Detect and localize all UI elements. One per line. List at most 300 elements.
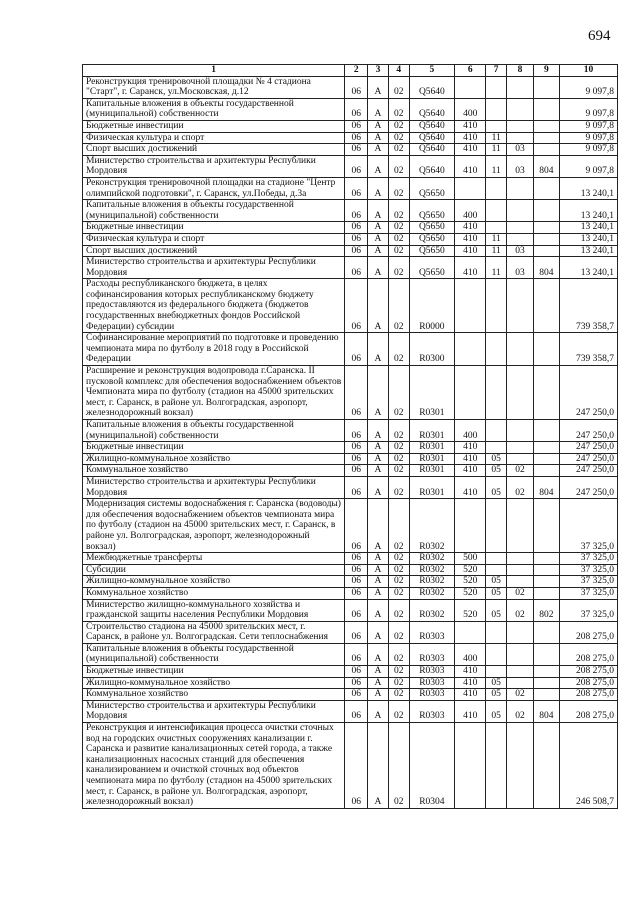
cell-code-2: 06 (345, 144, 368, 156)
cell-code-4: 02 (388, 144, 409, 156)
cell-item-name: Бюджетные инвестиции (83, 666, 345, 678)
cell-code-4: 02 (388, 723, 409, 809)
cell-code-2: 06 (345, 132, 368, 144)
table-row (83, 553, 618, 565)
cell-code-2: 06 (345, 222, 368, 234)
cell-target-article: Q5650 (409, 222, 455, 234)
cell-code-4: 02 (388, 279, 409, 333)
cell-amount: 208 275,0 (559, 643, 617, 665)
column-header-10: 10 (559, 65, 617, 77)
cell-section (486, 200, 507, 222)
cell-item-name: Капитальные вложения в объекты государственной (муниципальной) собственности (83, 98, 345, 120)
cell-code-2: 06 (345, 366, 368, 420)
cell-section (486, 333, 507, 366)
cell-code-3: А (368, 564, 389, 576)
table-row (83, 177, 618, 199)
cell-expense-type: 400 (455, 420, 486, 442)
cell-section: 05 (486, 465, 507, 477)
cell-expense-type: 410 (455, 155, 486, 177)
cell-item-name: Бюджетные инвестиции (83, 442, 345, 454)
cell-expense-type: 410 (455, 453, 486, 465)
table-row (83, 666, 618, 678)
cell-subsection (507, 564, 534, 576)
cell-item-name: Спорт высших достижений (83, 144, 345, 156)
cell-amount: 13 240,1 (559, 245, 617, 257)
cell-amount: 247 250,0 (559, 366, 617, 420)
cell-expense-type (455, 177, 486, 199)
cell-amount: 247 250,0 (559, 420, 617, 442)
cell-code-4: 02 (388, 98, 409, 120)
cell-code-3: А (368, 723, 389, 809)
cell-target-article: R0302 (409, 499, 455, 553)
cell-code-3: А (368, 279, 389, 333)
cell-expense-type (455, 621, 486, 643)
cell-target-article: R0304 (409, 723, 455, 809)
cell-section (486, 553, 507, 565)
cell-item-name: Бюджетные инвестиции (83, 120, 345, 132)
cell-expense-type: 410 (455, 120, 486, 132)
cell-code-3: А (368, 222, 389, 234)
cell-ministry-code (533, 442, 559, 454)
cell-target-article: Q5640 (409, 155, 455, 177)
cell-code-4: 02 (388, 621, 409, 643)
cell-code-4: 02 (388, 553, 409, 565)
table-row (83, 98, 618, 120)
cell-target-article: R0303 (409, 700, 455, 722)
cell-code-3: А (368, 576, 389, 588)
cell-item-name: Жилищно-коммунальное хозяйство (83, 677, 345, 689)
table-row (83, 120, 618, 132)
cell-item-name: Субсидии (83, 564, 345, 576)
cell-subsection (507, 366, 534, 420)
cell-subsection: 03 (507, 144, 534, 156)
cell-section: 11 (486, 233, 507, 245)
cell-item-name: Межбюджетные трансферты (83, 553, 345, 565)
cell-subsection (507, 442, 534, 454)
cell-amount: 37 325,0 (559, 576, 617, 588)
cell-item-name: Коммунальное хозяйство (83, 689, 345, 701)
cell-subsection: 02 (507, 700, 534, 722)
cell-ministry-code (533, 233, 559, 245)
cell-target-article: R0302 (409, 553, 455, 565)
cell-code-4: 02 (388, 257, 409, 279)
cell-amount: 37 325,0 (559, 599, 617, 621)
cell-expense-type (455, 76, 486, 98)
cell-subsection (507, 420, 534, 442)
cell-code-4: 02 (388, 453, 409, 465)
cell-ministry-code (533, 366, 559, 420)
table-row (83, 576, 618, 588)
cell-amount: 9 097,8 (559, 132, 617, 144)
cell-item-name: Физическая культура и спорт (83, 233, 345, 245)
cell-expense-type: 410 (455, 700, 486, 722)
column-header-1: 1 (83, 65, 345, 77)
cell-subsection (507, 677, 534, 689)
cell-subsection (507, 553, 534, 565)
cell-amount: 208 275,0 (559, 700, 617, 722)
cell-code-2: 06 (345, 257, 368, 279)
cell-target-article: Q5650 (409, 257, 455, 279)
cell-expense-type (455, 499, 486, 553)
cell-amount: 247 250,0 (559, 453, 617, 465)
cell-section (486, 366, 507, 420)
cell-expense-type: 400 (455, 200, 486, 222)
cell-section (486, 279, 507, 333)
cell-item-name: Физическая культура и спорт (83, 132, 345, 144)
cell-expense-type: 520 (455, 576, 486, 588)
cell-code-3: А (368, 621, 389, 643)
cell-code-4: 02 (388, 222, 409, 234)
cell-section: 05 (486, 689, 507, 701)
cell-amount: 9 097,8 (559, 144, 617, 156)
cell-amount: 9 097,8 (559, 120, 617, 132)
cell-item-name: Министерство жилищно-коммунального хозяйства и гражданской защиты населения Республики Мордовия (83, 599, 345, 621)
cell-subsection (507, 499, 534, 553)
table-row (83, 144, 618, 156)
cell-item-name: Жилищно-коммунальное хозяйство (83, 576, 345, 588)
cell-target-article: R0301 (409, 442, 455, 454)
cell-code-3: А (368, 677, 389, 689)
cell-ministry-code (533, 222, 559, 234)
table-row (83, 453, 618, 465)
cell-code-4: 02 (388, 599, 409, 621)
column-header-8: 8 (507, 65, 534, 77)
column-header-7: 7 (486, 65, 507, 77)
cell-item-name: Коммунальное хозяйство (83, 465, 345, 477)
cell-target-article: Q5650 (409, 200, 455, 222)
cell-subsection (507, 643, 534, 665)
cell-section: 11 (486, 132, 507, 144)
table-row (83, 420, 618, 442)
cell-code-3: А (368, 599, 389, 621)
table-row (83, 366, 618, 420)
cell-code-3: А (368, 366, 389, 420)
cell-code-3: А (368, 689, 389, 701)
cell-item-name: Капитальные вложения в объекты государственной (муниципальной) собственности (83, 420, 345, 442)
cell-target-article: Q5650 (409, 245, 455, 257)
cell-code-3: А (368, 476, 389, 498)
table-row (83, 499, 618, 553)
cell-expense-type: 410 (455, 132, 486, 144)
cell-expense-type: 410 (455, 465, 486, 477)
table-row (83, 155, 618, 177)
table-row (83, 245, 618, 257)
cell-code-2: 06 (345, 587, 368, 599)
cell-code-2: 06 (345, 177, 368, 199)
cell-subsection (507, 576, 534, 588)
cell-item-name: Софинансирование мероприятий по подготовке и проведению чемпионата мира по футболу в 2018 году в Российской Федерации (83, 333, 345, 366)
cell-code-2: 06 (345, 245, 368, 257)
cell-target-article: R0301 (409, 465, 455, 477)
cell-expense-type: 400 (455, 98, 486, 120)
cell-code-2: 06 (345, 453, 368, 465)
cell-item-name: Министерство строительства и архитектуры Республики Мордовия (83, 155, 345, 177)
cell-code-3: А (368, 120, 389, 132)
cell-code-3: А (368, 420, 389, 442)
cell-subsection: 02 (507, 587, 534, 599)
cell-expense-type: 410 (455, 666, 486, 678)
cell-code-2: 06 (345, 677, 368, 689)
table-header-row (83, 65, 618, 77)
cell-code-2: 06 (345, 666, 368, 678)
cell-code-4: 02 (388, 120, 409, 132)
cell-section (486, 564, 507, 576)
table-row (83, 76, 618, 98)
cell-target-article: R0301 (409, 453, 455, 465)
cell-target-article: R0300 (409, 333, 455, 366)
cell-code-2: 06 (345, 621, 368, 643)
cell-subsection (507, 333, 534, 366)
cell-section (486, 177, 507, 199)
cell-code-3: А (368, 333, 389, 366)
cell-amount: 208 275,0 (559, 621, 617, 643)
cell-subsection: 03 (507, 245, 534, 257)
cell-code-2: 06 (345, 76, 368, 98)
cell-ministry-code: 804 (533, 155, 559, 177)
cell-code-2: 06 (345, 120, 368, 132)
cell-item-name: Спорт высших достижений (83, 245, 345, 257)
table-row (83, 564, 618, 576)
cell-section (486, 666, 507, 678)
table-row (83, 233, 618, 245)
cell-code-4: 02 (388, 499, 409, 553)
cell-code-3: А (368, 155, 389, 177)
cell-expense-type: 410 (455, 245, 486, 257)
cell-item-name: Коммунальное хозяйство (83, 587, 345, 599)
cell-section (486, 98, 507, 120)
cell-code-2: 06 (345, 233, 368, 245)
cell-amount: 37 325,0 (559, 499, 617, 553)
cell-section: 11 (486, 245, 507, 257)
cell-code-4: 02 (388, 587, 409, 599)
cell-code-4: 02 (388, 576, 409, 588)
cell-amount: 208 275,0 (559, 677, 617, 689)
cell-amount: 13 240,1 (559, 222, 617, 234)
cell-subsection: 02 (507, 476, 534, 498)
cell-amount: 208 275,0 (559, 689, 617, 701)
cell-ministry-code (533, 465, 559, 477)
cell-target-article: R0302 (409, 587, 455, 599)
cell-amount: 13 240,1 (559, 200, 617, 222)
cell-target-article: R0301 (409, 476, 455, 498)
cell-subsection (507, 621, 534, 643)
cell-ministry-code (533, 144, 559, 156)
cell-code-4: 02 (388, 442, 409, 454)
cell-target-article: R0302 (409, 576, 455, 588)
cell-ministry-code (533, 333, 559, 366)
cell-amount: 739 358,7 (559, 333, 617, 366)
cell-item-name: Жилищно-коммунальное хозяйство (83, 453, 345, 465)
cell-code-4: 02 (388, 564, 409, 576)
table-body (83, 76, 618, 808)
cell-amount: 247 250,0 (559, 465, 617, 477)
cell-code-4: 02 (388, 200, 409, 222)
cell-code-2: 06 (345, 689, 368, 701)
cell-code-2: 06 (345, 279, 368, 333)
cell-ministry-code (533, 643, 559, 665)
cell-target-article: R0303 (409, 643, 455, 665)
cell-amount: 247 250,0 (559, 442, 617, 454)
cell-section: 05 (486, 700, 507, 722)
cell-expense-type: 410 (455, 442, 486, 454)
column-header-9: 9 (533, 65, 559, 77)
cell-item-name: Министерство строительства и архитектуры Республики Мордовия (83, 257, 345, 279)
table-row (83, 587, 618, 599)
cell-code-2: 06 (345, 576, 368, 588)
cell-section (486, 120, 507, 132)
cell-expense-type (455, 366, 486, 420)
cell-section (486, 420, 507, 442)
cell-code-4: 02 (388, 666, 409, 678)
cell-target-article: R0303 (409, 621, 455, 643)
cell-subsection (507, 98, 534, 120)
cell-expense-type: 520 (455, 599, 486, 621)
cell-target-article: Q5650 (409, 177, 455, 199)
cell-section (486, 442, 507, 454)
cell-code-2: 06 (345, 442, 368, 454)
cell-target-article: Q5640 (409, 98, 455, 120)
cell-code-4: 02 (388, 465, 409, 477)
cell-amount: 739 358,7 (559, 279, 617, 333)
cell-target-article: R0301 (409, 420, 455, 442)
cell-section: 11 (486, 155, 507, 177)
cell-code-4: 02 (388, 420, 409, 442)
cell-amount: 246 508,7 (559, 723, 617, 809)
cell-section (486, 643, 507, 665)
cell-ministry-code (533, 723, 559, 809)
cell-subsection (507, 132, 534, 144)
cell-section: 11 (486, 144, 507, 156)
cell-item-name: Реконструкция и интенсификация процесса очистки сточных вод на городских очистных сооружениях канализации г. Саранска и развитие канализационных сетей города, а также канализационных насосных станций для обеспечения канализированием и очисткой сточных вод объектов чемпионата мира по футболу (стадион на 45000 зрительских мест, г. Саранск, в районе ул. Волгоградская, аэропорт, железнодорожный вокзал) (83, 723, 345, 809)
cell-expense-type: 410 (455, 257, 486, 279)
cell-code-2: 06 (345, 200, 368, 222)
cell-code-2: 06 (345, 155, 368, 177)
table-row (83, 476, 618, 498)
cell-code-2: 06 (345, 599, 368, 621)
cell-code-3: А (368, 643, 389, 665)
table-row (83, 222, 618, 234)
cell-section: 11 (486, 257, 507, 279)
column-header-5: 5 (409, 65, 455, 77)
cell-code-2: 06 (345, 465, 368, 477)
cell-amount: 37 325,0 (559, 564, 617, 576)
cell-section: 05 (486, 453, 507, 465)
cell-code-3: А (368, 245, 389, 257)
cell-code-4: 02 (388, 643, 409, 665)
cell-subsection: 02 (507, 465, 534, 477)
cell-code-2: 06 (345, 476, 368, 498)
cell-code-4: 02 (388, 76, 409, 98)
cell-ministry-code (533, 576, 559, 588)
cell-ministry-code (533, 677, 559, 689)
table-row (83, 643, 618, 665)
cell-amount: 247 250,0 (559, 476, 617, 498)
cell-subsection: 03 (507, 257, 534, 279)
cell-code-3: А (368, 587, 389, 599)
cell-code-4: 02 (388, 476, 409, 498)
cell-subsection: 03 (507, 155, 534, 177)
cell-code-3: А (368, 144, 389, 156)
cell-target-article: Q5640 (409, 76, 455, 98)
cell-code-2: 06 (345, 553, 368, 565)
cell-code-3: А (368, 257, 389, 279)
cell-target-article: R0000 (409, 279, 455, 333)
cell-expense-type: 520 (455, 587, 486, 599)
cell-ministry-code (533, 587, 559, 599)
cell-code-3: А (368, 553, 389, 565)
cell-subsection (507, 723, 534, 809)
cell-target-article: R0302 (409, 564, 455, 576)
cell-subsection (507, 120, 534, 132)
cell-subsection (507, 453, 534, 465)
cell-item-name: Расширение и реконструкция водопровода г.Саранска. II пусковой комплекс для обеспечения водоснабжением объектов Чемпионата мира по футболу (стадион на 45000 зрительских мест, г. Саранск, в районе ул. Волгоградская, аэропорт, железнодорожный вокзал) (83, 366, 345, 420)
cell-ministry-code (533, 279, 559, 333)
cell-code-3: А (368, 132, 389, 144)
cell-code-3: А (368, 442, 389, 454)
cell-target-article: Q5640 (409, 120, 455, 132)
cell-item-name: Министерство строительства и архитектуры Республики Мордовия (83, 700, 345, 722)
cell-code-2: 06 (345, 700, 368, 722)
table-row (83, 689, 618, 701)
cell-ministry-code (533, 689, 559, 701)
cell-target-article: R0303 (409, 689, 455, 701)
table-row (83, 200, 618, 222)
table-row (83, 333, 618, 366)
cell-code-4: 02 (388, 233, 409, 245)
cell-ministry-code (533, 499, 559, 553)
column-header-4: 4 (388, 65, 409, 77)
cell-code-3: А (368, 98, 389, 120)
column-header-3: 3 (368, 65, 389, 77)
cell-subsection (507, 177, 534, 199)
cell-ministry-code (533, 132, 559, 144)
cell-code-2: 06 (345, 643, 368, 665)
cell-subsection: 02 (507, 689, 534, 701)
cell-code-2: 06 (345, 420, 368, 442)
cell-amount: 37 325,0 (559, 587, 617, 599)
cell-section (486, 723, 507, 809)
table-row (83, 132, 618, 144)
column-header-2: 2 (345, 65, 368, 77)
cell-amount: 37 325,0 (559, 553, 617, 565)
cell-ministry-code: 804 (533, 700, 559, 722)
cell-expense-type: 400 (455, 643, 486, 665)
cell-subsection (507, 666, 534, 678)
cell-ministry-code (533, 666, 559, 678)
cell-amount: 13 240,1 (559, 233, 617, 245)
cell-code-4: 02 (388, 333, 409, 366)
cell-ministry-code (533, 420, 559, 442)
cell-expense-type (455, 723, 486, 809)
cell-subsection (507, 279, 534, 333)
cell-expense-type: 410 (455, 677, 486, 689)
cell-code-4: 02 (388, 366, 409, 420)
cell-section: 05 (486, 677, 507, 689)
cell-code-4: 02 (388, 245, 409, 257)
cell-ministry-code (533, 453, 559, 465)
table-row (83, 279, 618, 333)
table-row (83, 599, 618, 621)
budget-table (82, 64, 618, 809)
cell-code-3: А (368, 233, 389, 245)
cell-ministry-code: 804 (533, 257, 559, 279)
cell-code-2: 06 (345, 564, 368, 576)
cell-item-name: Бюджетные инвестиции (83, 222, 345, 234)
page-number: 694 (588, 28, 611, 44)
cell-item-name: Реконструкция тренировочной площадки на стадионе "Центр олимпийской подготовки", г. Саранск, ул.Победы, д.3а (83, 177, 345, 199)
cell-code-2: 06 (345, 98, 368, 120)
cell-ministry-code (533, 553, 559, 565)
